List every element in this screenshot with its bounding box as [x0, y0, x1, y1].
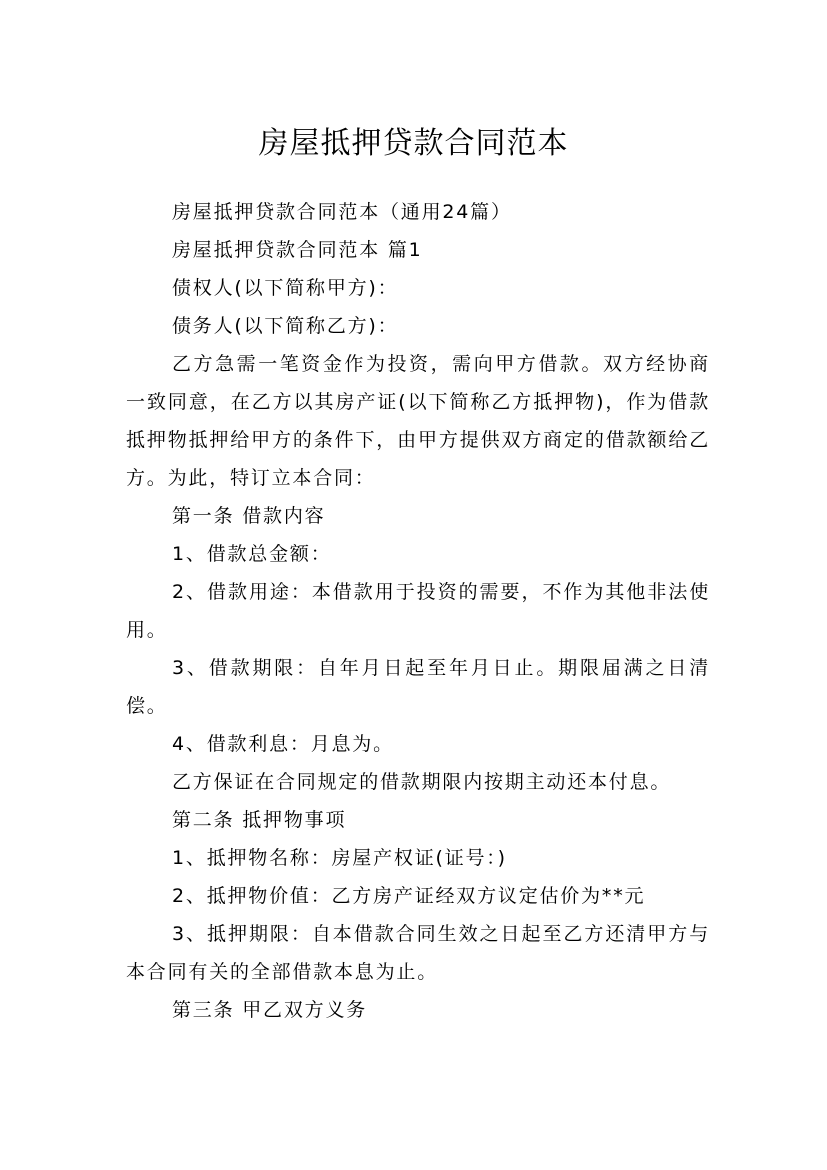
- preamble-paragraph: 乙方急需一笔资金作为投资，需向甲方借款。双方经协商一致同意，在乙方以其房产证(以下简称乙方抵押物)，作为借款抵押物抵押给甲方的条件下，由甲方提供双方商定的借款额给乙方。为此，特订立本合同：: [126, 353, 710, 489]
- article-2-heading: 第二条 抵押物事项: [172, 809, 347, 831]
- article-1-item-3: 3、借款期限：自年月日起至年月日止。期限届满之日清偿。: [126, 657, 710, 717]
- section-heading-paragraph: 房屋抵押贷款合同范本 篇1: [172, 239, 423, 261]
- article-1-item-2: 2、借款用途：本借款用于投资的需要，不作为其他非法使用。: [126, 581, 710, 641]
- document-body: [126, 193, 710, 1029]
- article-2-item-1: 1、抵押物名称：房屋产权证(证号：): [172, 847, 507, 869]
- subtitle-paragraph: 房屋抵押贷款合同范本（通用24篇）: [172, 201, 512, 223]
- debtor-paragraph: 债务人(以下简称乙方)：: [172, 315, 399, 337]
- article-3-heading: 第三条 甲乙双方义务: [172, 999, 368, 1021]
- document-title: 房屋抵押贷款合同范本: [258, 126, 569, 162]
- creditor-paragraph: 债权人(以下简称甲方)：: [172, 277, 399, 299]
- article-1-item-1: 1、借款总金额：: [172, 543, 332, 565]
- article-1-heading: 第一条 借款内容: [172, 505, 326, 527]
- article-2-item-2: 2、抵押物价值：乙方房产证经双方议定估价为**元: [172, 885, 646, 907]
- article-1-item-4: 4、借款利息：月息为。: [172, 733, 394, 755]
- article-2-item-3: 3、抵押期限：自本借款合同生效之日起至乙方还清甲方与本合同有关的全部借款本息为止。: [126, 923, 710, 983]
- repayment-guarantee-paragraph: 乙方保证在合同规定的借款期限内按期主动还本付息。: [172, 771, 672, 793]
